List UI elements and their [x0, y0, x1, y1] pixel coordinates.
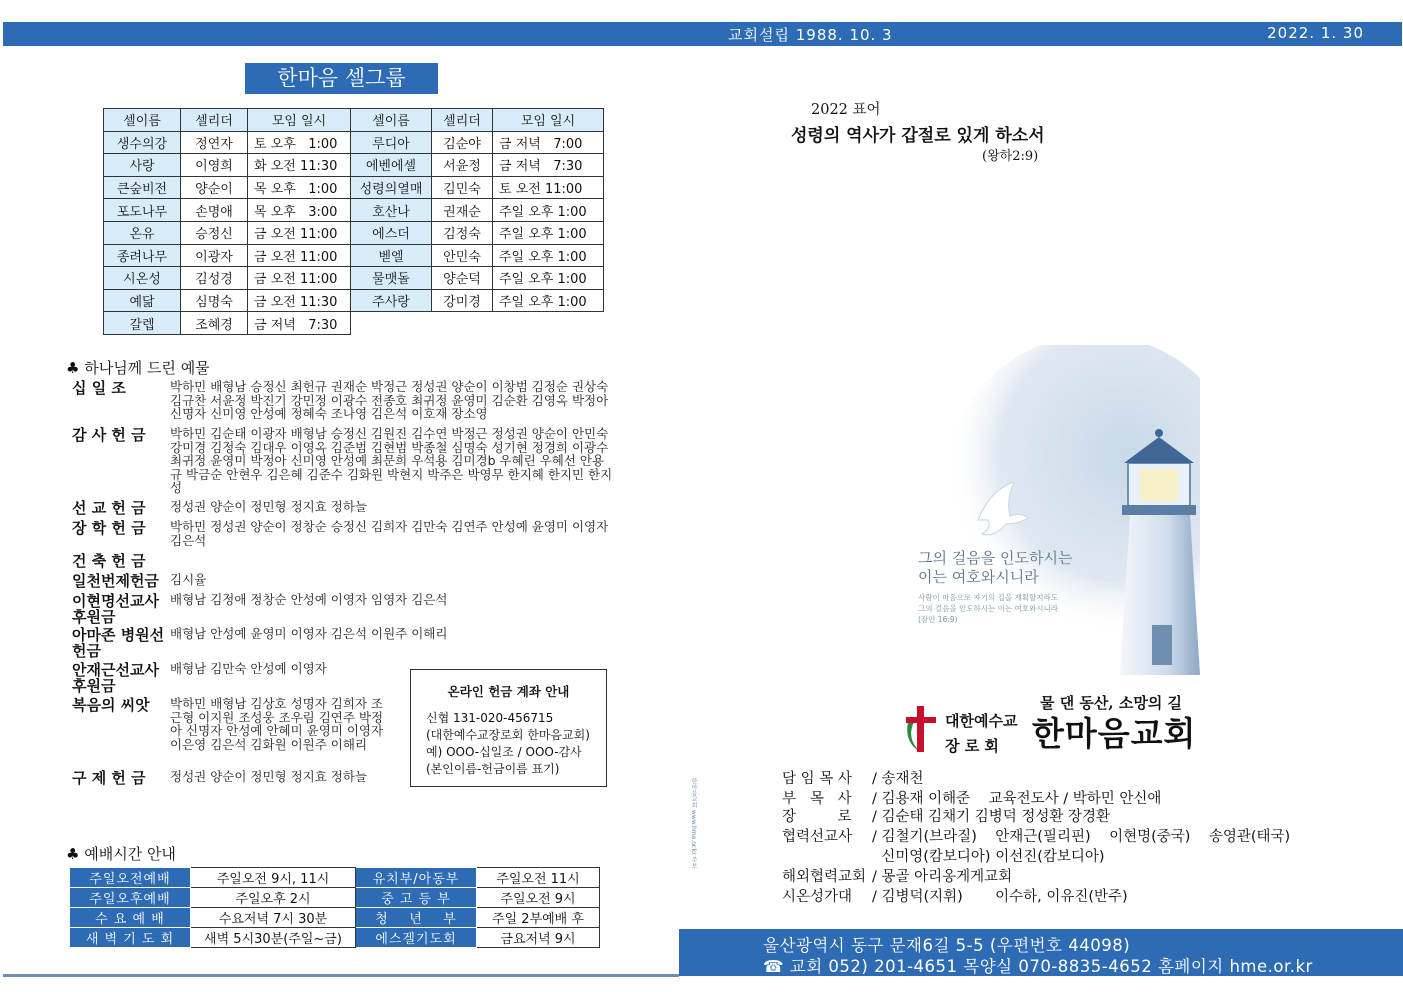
worship-time: 금요저녁 9시	[477, 928, 600, 948]
staff-row	[782, 848, 1105, 867]
staff-role: 부 목 사	[782, 791, 852, 807]
offering-names: 박하민 정성권 양순이 정창순 승정신 김희자 김만숙 김연주 안성예 윤영미 이영자 김은석	[170, 519, 609, 548]
offering-names: 박하민 배형남 승정신 최헌규 권재순 박정근 정성권 양순이 이창범 김정순 권상숙 김규찬 서윤정 박진기 강민정 이광수 전종호 최귀정 윤영미 김순환 김영옥 박정아 신명자 신미영 안성예 정혜숙 조나영 김은석 이호재 장소영	[170, 379, 609, 421]
cell-header: 셀리더	[432, 109, 493, 132]
offering-label: 아마존 병원선헌금	[72, 626, 165, 660]
cell-value: 심명숙	[181, 289, 248, 312]
cell-value	[493, 312, 604, 335]
worship-time: 주일오후 2시	[191, 888, 356, 908]
church-address: 울산광역시 동구 문재6길 5-5 (우편번호 44098)	[763, 936, 1131, 955]
staff-role: 협력선교사	[782, 829, 853, 845]
offering-row	[72, 500, 615, 516]
verse-sub-line: (잠언 16:9)	[918, 615, 958, 624]
verse-main-line: 이는 여호와시니라	[918, 568, 1039, 586]
worship-label: 주일오전예배	[70, 868, 191, 888]
verse-sub-line: 사람이 마음으로 자기의 길을 계획할지라도	[918, 593, 1058, 602]
cell-value: 금 오전 11:00	[248, 267, 351, 290]
cell-value: 금 저녁 7:00	[493, 131, 604, 154]
cell-value: 갈렙	[104, 312, 181, 335]
staff-value: / 김용재 이해준 교육전도사 / 박하민 안신애	[872, 791, 1162, 807]
motto-year: 2022 표어	[811, 102, 881, 118]
worship-label: 수 요 예 배	[70, 908, 191, 928]
cell-group-table	[103, 108, 604, 335]
cell-header: 모임 일시	[248, 109, 351, 132]
cell-value	[432, 312, 493, 335]
tower-door	[1152, 625, 1172, 665]
table-row	[104, 289, 604, 312]
cell-value: 주일 오후 1:00	[493, 244, 604, 267]
church-name: 한마음교회	[1032, 714, 1197, 753]
worship-time: 주일오전 9시	[477, 888, 600, 908]
cell-value: 종려나무	[104, 244, 181, 267]
offering-label: 이현명선교사 후원금	[72, 592, 159, 626]
cell-header: 셀이름	[351, 109, 432, 132]
lighthouse-illustration	[900, 345, 1200, 685]
staff-value: / 김순태 김채기 김병덕 정성환 장경환	[872, 809, 1111, 825]
staff-value: / 김철기(브라질) 안재근(필리핀) 이현명(중국) 송영관(태국)	[872, 829, 1291, 845]
cell-value: 조혜경	[181, 312, 248, 335]
offering-label: 감 사 헌 금	[72, 426, 146, 444]
staff-row	[782, 868, 1012, 887]
cell-value: 벧엘	[351, 244, 432, 267]
worship-time: 주일오전 9시, 11시	[191, 868, 356, 888]
cell-value: 사랑	[104, 154, 181, 177]
cell-value: 양순덕	[432, 267, 493, 290]
cell-value: 김민숙	[432, 176, 493, 199]
online-line: 신협 131-020-456715	[426, 711, 554, 725]
worship-time: 새벽 5시30분(주일~금)	[191, 928, 356, 948]
cell-value	[351, 312, 432, 335]
bulletin-date: 2022. 1. 30	[1267, 24, 1364, 42]
cell-header: 셀리더	[181, 109, 248, 132]
table-row	[70, 928, 600, 948]
offering-names: 박하민 배형남 김상호 성명자 김희자 조근형 이지원 조성웅 조우림 김연주 박정아 신명자 안성예 안혜미 윤영미 이영자 이은영 김은석 김화원 이원주 이해리	[170, 696, 384, 752]
church-contact: ☎ 교회 052) 201-4651 목양실 070-8835-4652 홈페이지 hme.or.kr	[763, 957, 1313, 976]
cell-value: 토 오후 1:00	[248, 131, 351, 154]
worship-title: ♣ 예배시간 안내	[66, 845, 176, 863]
offering-label: 안재근선교사 후원금	[72, 661, 159, 695]
footer-bar	[679, 929, 1403, 976]
offering-label: 십 일 조	[72, 379, 126, 397]
lantern-light	[1140, 469, 1178, 501]
offering-names: 정성권 양순이 정민형 정지효 정하늘	[170, 769, 368, 784]
cell-value: 큰숲비전	[104, 176, 181, 199]
offering-row	[72, 593, 615, 625]
cell-value: 서윤정	[432, 154, 493, 177]
cell-value: 주일 오후 1:00	[493, 289, 604, 312]
cell-value: 에벤에셀	[351, 154, 432, 177]
offering-names: 배형남 안성예 윤영미 이영자 김은석 이원주 이해리	[170, 626, 448, 641]
cell-header: 모임 일시	[493, 109, 604, 132]
worship-table-body	[70, 868, 600, 948]
top-bar	[3, 22, 1402, 46]
cell-value: 안민숙	[432, 244, 493, 267]
worship-label: 새 벽 기 도 회	[70, 928, 191, 948]
cell-group-title: 한마음 셀그룹	[245, 63, 438, 94]
offering-label: 복음의 씨앗	[72, 696, 150, 714]
motto-text: 성령의 역사가 갑절로 있게 하소서	[791, 126, 1045, 146]
cell-value: 포도나무	[104, 199, 181, 222]
cell-value: 생수의강	[104, 131, 181, 154]
staff-value: / 송재천	[872, 771, 924, 787]
offering-names	[170, 553, 615, 569]
cell-value: 김정숙	[432, 221, 493, 244]
cell-value: 손명애	[181, 199, 248, 222]
offering-row	[72, 520, 615, 547]
denomination	[945, 709, 1017, 759]
cell-value: 양순이	[181, 176, 248, 199]
online-offering-box	[410, 669, 607, 787]
staff-role: 시온성가대	[782, 889, 853, 905]
motto-reference: (왕하2:9)	[982, 149, 1039, 164]
worship-label: 에스겔기도회	[356, 928, 477, 948]
staff-value: 신미영(캄보디아) 이선진(캄보디아)	[872, 849, 1105, 865]
online-line: (대한예수교장로회 한마음교회)	[426, 728, 590, 742]
table-row	[104, 312, 604, 335]
cell-value: 이영희	[181, 154, 248, 177]
verse-main-line: 그의 걸음을 인도하시는	[918, 549, 1073, 567]
table-row	[104, 154, 604, 177]
offering-row	[72, 380, 615, 421]
cell-value: 정연자	[181, 131, 248, 154]
logo-cross-horizontal	[906, 717, 936, 723]
cell-value: 금 오전 11:00	[248, 221, 351, 244]
cell-value: 물맷돌	[351, 267, 432, 290]
offering-row	[72, 553, 615, 569]
cell-value: 주사랑	[351, 289, 432, 312]
cell-value: 강미경	[432, 289, 493, 312]
worship-label: 주일오후예배	[70, 888, 191, 908]
worship-table	[69, 867, 600, 948]
cell-value: 권재순	[432, 199, 493, 222]
staff-row	[782, 808, 1110, 827]
offering-names: 정성권 양순이 정민형 정지효 정하늘	[170, 499, 368, 514]
logo-cross-vertical	[917, 706, 924, 752]
verse-sub	[918, 592, 1058, 625]
cell-value: 화 오전 11:30	[248, 154, 351, 177]
offering-row	[72, 697, 390, 751]
cell-value: 온유	[104, 221, 181, 244]
cell-value: 금 저녁 7:30	[493, 154, 604, 177]
cell-value: 주일 오후 1:00	[493, 267, 604, 290]
cell-header: 셀이름	[104, 109, 181, 132]
offering-names: 박하민 김순태 이광자 배형남 승정신 김원진 김수연 박정근 정성권 양순이 안민숙 강미경 김정숙 김대우 이영옥 김준범 김현범 박종철 심명숙 성기현 정경희 이광수 최귀정 윤영미 박정아 신미영 안성예 최문희 우석용 김미경b 우혜린 우혜선 안용규 박금순 안현우 김은혜 김준수 김화원 박현지 박주은 박영무 한지혜 한지민 한지성	[170, 426, 613, 495]
cell-value: 예닮	[104, 289, 181, 312]
cell-value: 금 오전 11:00	[248, 244, 351, 267]
offering-row	[72, 627, 615, 659]
offering-label: 건 축 헌 금	[72, 552, 146, 570]
table-row	[104, 221, 604, 244]
vertical-caption: 한마음교회 www.hme.or.kr 주보	[690, 778, 697, 869]
worship-label: 유치부/아동부	[356, 868, 477, 888]
table-row	[104, 267, 604, 290]
staff-role: 장 로	[782, 809, 852, 825]
online-line: 예) OOO-십일조 / OOO-감사	[426, 745, 582, 759]
bottom-divider	[3, 974, 679, 977]
cell-value: 이광자	[181, 244, 248, 267]
table-row	[104, 199, 604, 222]
cell-value: 루디아	[351, 131, 432, 154]
online-offering-title: 온라인 헌금 계좌 안내	[447, 684, 570, 699]
staff-role: 해외협력교회	[782, 869, 867, 885]
verse-sub-line: 그의 걸음을 인도하시는 이는 여호와시니라	[918, 604, 1058, 613]
cell-value: 승정신	[181, 221, 248, 244]
offering-row	[72, 573, 615, 589]
verse-main	[918, 549, 1072, 587]
offering-names: 배형남 김만숙 안성예 이영자	[170, 661, 327, 676]
staff-value: / 몽골 아리옹게게교회	[872, 869, 1013, 885]
table-row	[104, 244, 604, 267]
table-row	[70, 908, 600, 928]
cell-value: 김성경	[181, 267, 248, 290]
cell-value: 금 저녁 7:30	[248, 312, 351, 335]
table-row	[104, 176, 604, 199]
worship-time: 주일오전 11시	[477, 868, 600, 888]
offering-label: 장 학 헌 금	[72, 519, 146, 537]
staff-role: 담 임 목 사	[782, 771, 852, 787]
cell-value: 주일 오후 1:00	[493, 221, 604, 244]
offering-names: 배형남 김정애 정창순 안성예 이영자 임영자 김은석	[170, 592, 448, 607]
offering-label: 구 제 헌 금	[72, 769, 146, 787]
offerings-title: ♣ 하나님께 드린 예물	[66, 359, 210, 377]
cell-value: 금 오전 11:30	[248, 289, 351, 312]
offering-names: 김시율	[170, 572, 207, 587]
staff-value: / 김병덕(지휘) 이수하, 이유진(반주)	[872, 889, 1128, 905]
offering-label: 선 교 헌 금	[72, 499, 146, 517]
established-date: 교회설립 1988. 10. 3	[728, 26, 893, 44]
roof-finial	[1155, 429, 1163, 437]
table-row	[70, 868, 600, 888]
cell-value: 목 오후 3:00	[248, 199, 351, 222]
cell-table-header	[104, 109, 604, 132]
cell-value: 주일 오후 1:00	[493, 199, 604, 222]
denomination-line-1: 대한예수교	[945, 712, 1018, 730]
church-slogan: 물 댄 동산, 소망의 길	[1040, 694, 1183, 712]
staff-row	[782, 888, 1128, 907]
cell-value: 김순야	[432, 131, 493, 154]
cell-value: 목 오후 1:00	[248, 176, 351, 199]
offering-row	[72, 427, 615, 495]
staff-row	[782, 770, 924, 789]
denomination-line-2: 장 로 회	[945, 737, 999, 755]
staff-row	[782, 828, 1290, 847]
online-line: (본인이름-헌금이름 표기)	[426, 762, 560, 776]
table-row	[70, 888, 600, 908]
lantern-gallery	[1122, 505, 1196, 515]
worship-time: 주일 2부예배 후	[477, 908, 600, 928]
cell-table-body	[104, 131, 604, 334]
cross-logo-icon	[902, 704, 942, 754]
cell-value: 토 오전 11:00	[493, 176, 604, 199]
cell-value: 성령의열매	[351, 176, 432, 199]
staff-row	[782, 790, 1161, 809]
table-row	[104, 131, 604, 154]
cell-value: 시온성	[104, 267, 181, 290]
cell-value: 에스더	[351, 221, 432, 244]
worship-label: 청 년 부	[356, 908, 477, 928]
worship-time: 수요저녁 7시 30분	[191, 908, 356, 928]
offering-label: 일천번제헌금	[72, 572, 159, 590]
cell-value: 호산나	[351, 199, 432, 222]
worship-label: 중 고 등 부	[356, 888, 477, 908]
